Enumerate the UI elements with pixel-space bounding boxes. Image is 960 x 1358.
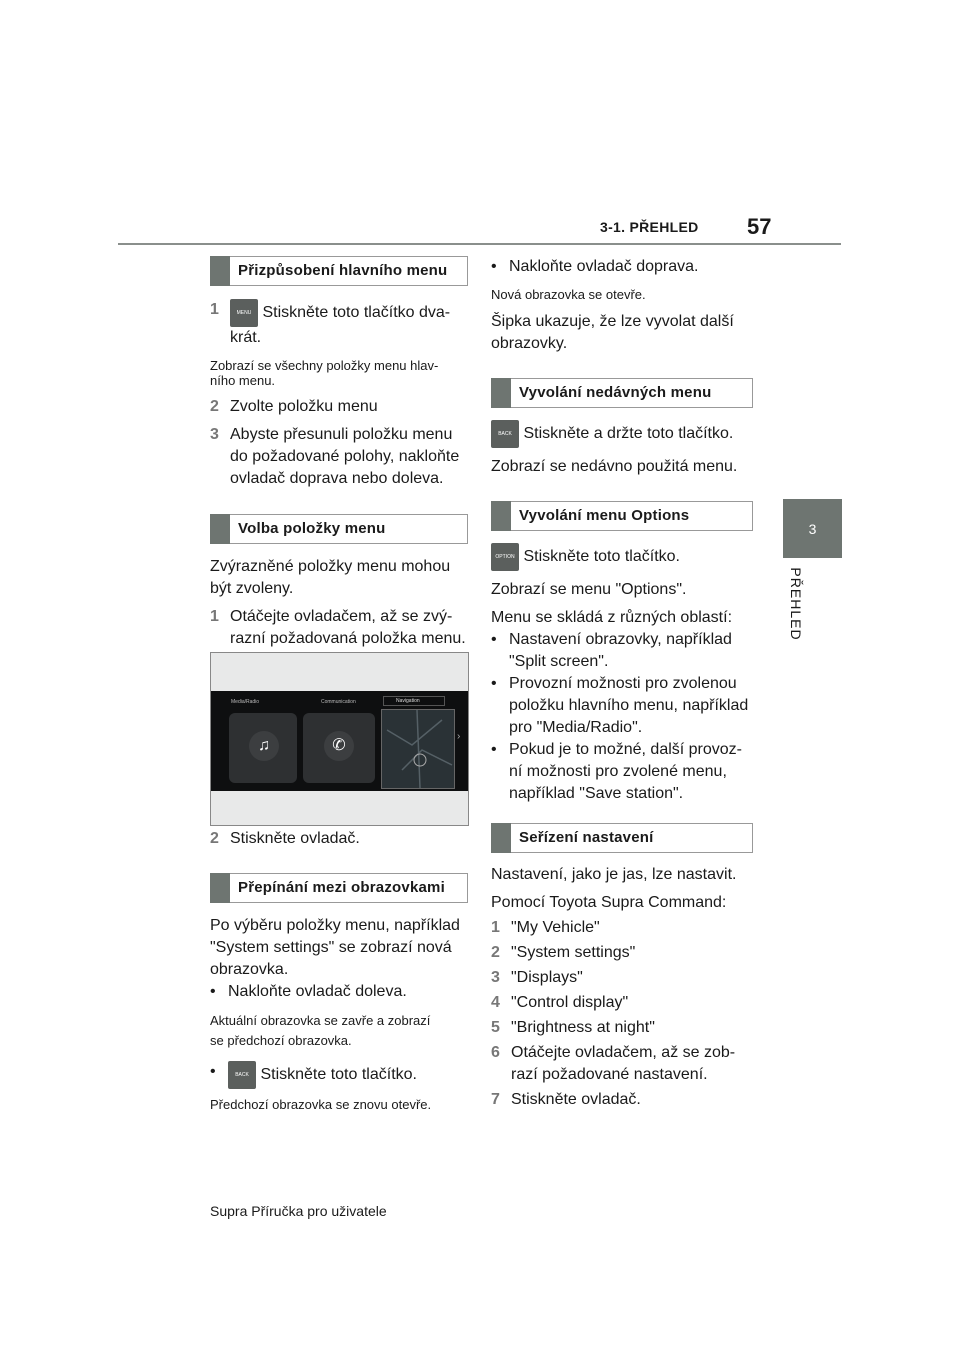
menu-button-icon: MENU bbox=[230, 299, 258, 327]
music-icon: ♫ bbox=[249, 731, 279, 761]
screen-illustration bbox=[210, 652, 469, 826]
chevron-right-icon: › bbox=[457, 731, 461, 742]
communication-tile bbox=[303, 713, 375, 783]
chapter-tab bbox=[783, 499, 842, 558]
step: 7 Stiskněte ovladač. bbox=[491, 1091, 641, 1108]
section-title: 3-1. PŘEHLED bbox=[600, 219, 699, 235]
step: 3 Abyste přesunuli položku menu do požadované polohy, nakloňte ovladač doprava nebo doleva. bbox=[210, 426, 460, 487]
heading-box bbox=[210, 873, 468, 903]
step: 2 Stiskněte ovladač. bbox=[210, 830, 360, 847]
paragraph: Zobrazí se nedávno použitá menu. bbox=[491, 458, 738, 475]
paragraph: Šipka ukazuje, že lze vyvolat další obrazovky. bbox=[491, 313, 734, 352]
step: 1 Otáčejte ovladačem, až se zvý- razní požadovaná položka menu. bbox=[210, 608, 466, 647]
step-text: krát. bbox=[230, 329, 262, 346]
bullet: • Nakloňte ovladač doleva. bbox=[210, 983, 407, 1000]
step bbox=[210, 299, 468, 349]
step-text: Stiskněte toto tlačítko dva- bbox=[262, 304, 451, 322]
bullet: • Provozní možnosti pro zvolenou položku hlavního menu, například pro "Media/Radio". bbox=[491, 675, 749, 736]
step: 2 "System settings" bbox=[491, 944, 636, 961]
paragraph: Zvýrazněné položky menu mohou být zvoleny. bbox=[210, 558, 451, 597]
heading: Vyvolání menu Options bbox=[519, 507, 690, 524]
tab-communication: Communication bbox=[321, 699, 356, 705]
heading-box bbox=[491, 501, 753, 531]
left-column-lower bbox=[210, 828, 468, 1112]
heading-box bbox=[210, 256, 468, 286]
header-divider bbox=[118, 243, 841, 245]
navigation-tile bbox=[381, 709, 455, 789]
chapter-label-text: PŘEHLED bbox=[788, 567, 804, 641]
heading-box bbox=[210, 514, 468, 544]
heading: Přepínání mezi obrazovkami bbox=[238, 879, 445, 896]
chapter-number: 3 bbox=[808, 520, 817, 537]
bullet: • Nakloňte ovladač doprava. bbox=[491, 258, 699, 275]
heading: Přizpůsobení hlavního menu bbox=[238, 262, 448, 279]
tab-navigation: Navigation bbox=[383, 696, 445, 706]
tab-media-radio: Media/Radio bbox=[231, 699, 260, 705]
step: 5 "Brightness at night" bbox=[491, 1019, 655, 1036]
footer: Supra Příručka pro uživatele bbox=[210, 1203, 387, 1219]
heading: Vyvolání nedávných menu bbox=[519, 384, 712, 401]
note: Aktuální obrazovka se zavře a zobrazí se předchozí obrazovka. bbox=[210, 1013, 431, 1048]
left-column bbox=[210, 256, 468, 650]
chapter-label bbox=[781, 568, 811, 648]
paragraph: Zobrazí se menu "Options". bbox=[491, 581, 687, 598]
bullet: • Pokud je to možné, další provoz- ní možnosti pro zvolené menu, například "Save station". bbox=[491, 741, 743, 802]
option-button-icon: OPTION bbox=[491, 543, 519, 571]
step: 2 Zvolte položku menu bbox=[210, 398, 378, 415]
back-button-icon: BACK bbox=[491, 420, 519, 448]
instruction: BACK Stiskněte a držte toto tlačítko. bbox=[491, 420, 753, 448]
step: 4 "Control display" bbox=[491, 994, 629, 1011]
paragraph: Po výběru položky menu, například "System settings" se zobrazí nová obrazovka. bbox=[210, 917, 460, 978]
bullet: • Nastavení obrazovky, například "Split screen". bbox=[491, 631, 732, 670]
heading: Seřízení nastavení bbox=[519, 829, 654, 846]
right-column bbox=[491, 256, 753, 1111]
step: 6 Otáčejte ovladačem, až se zob- razí požadované nastavení. bbox=[491, 1044, 736, 1083]
step-number: 1 bbox=[210, 301, 219, 318]
map-icon bbox=[382, 710, 454, 788]
page-number: 57 bbox=[747, 214, 772, 239]
paragraph: Menu se skládá z různých oblastí: bbox=[491, 609, 733, 626]
step: 3 "Displays" bbox=[491, 969, 583, 986]
paragraph: Nastavení, jako je jas, lze nastavit. bbox=[491, 866, 737, 883]
note: Zobrazí se všechny položky menu hlav- ního menu. bbox=[210, 358, 439, 388]
media-tile bbox=[229, 713, 297, 783]
back-button-icon: BACK bbox=[228, 1061, 256, 1089]
heading-box bbox=[491, 378, 753, 408]
heading-box bbox=[491, 823, 753, 853]
step: 1 "My Vehicle" bbox=[491, 919, 600, 936]
note: Předchozí obrazovka se znovu otevře. bbox=[210, 1097, 432, 1112]
instruction: OPTION Stiskněte toto tlačítko. bbox=[491, 543, 753, 571]
heading: Volba položky menu bbox=[238, 520, 386, 537]
phone-icon: ✆ bbox=[324, 731, 354, 761]
bullet: • BACK Stiskněte toto tlačítko. bbox=[210, 1061, 468, 1089]
paragraph: Pomocí Toyota Supra Command: bbox=[491, 894, 727, 911]
note: Nová obrazovka se otevře. bbox=[491, 287, 646, 302]
